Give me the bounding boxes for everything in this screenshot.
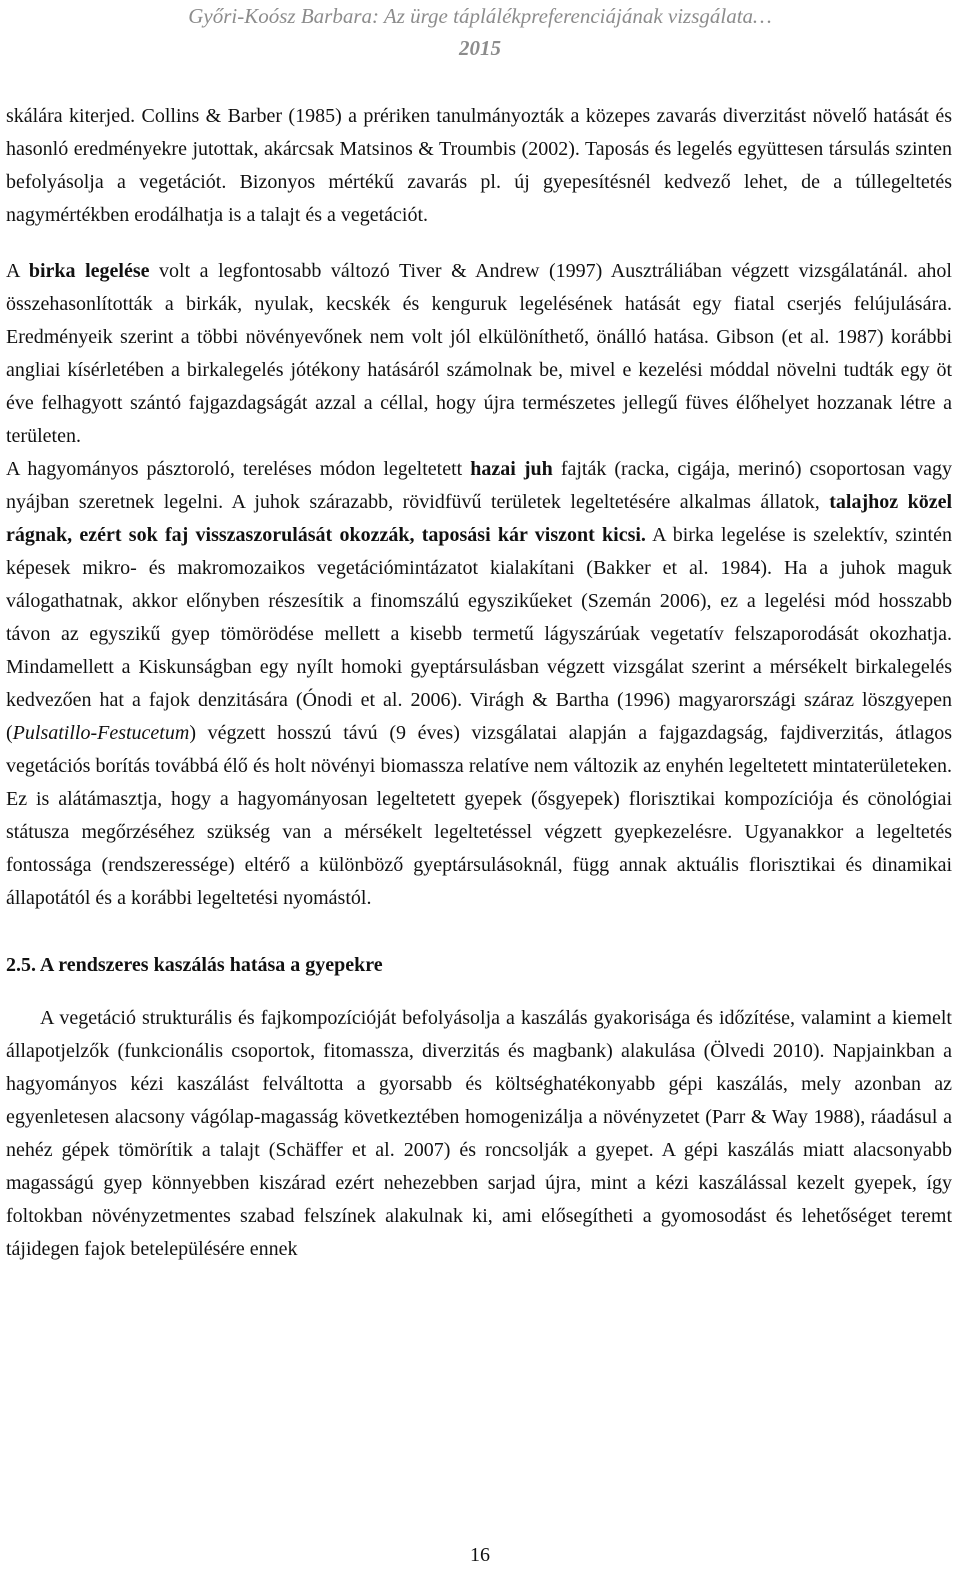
running-title: Győri-Koósz Barbara: Az ürge táplálékpreferenciájának vizsgálata… — [188, 4, 772, 28]
section-paragraph-1: A vegetáció strukturális és fajkompozícióját befolyásolja a kaszálás gyakorisága és időzítése, valamint a kiemelt állapotjelzők (funkcionális csoportok, fitomassza, diverzitás és magbank) alakulása (Ölvedi 2010). Napjainkban a hagyományos kézi kaszálást felváltotta a gyorsabb és költséghatékonyabb gépi kaszálás, mely azonban az egyenletesen alacsony vágólap-magasság következtében homogenizálja a növényzetet (Parr & Way 1988), ráadásul a nehéz gépek tömörítik a talajt (Schäffer et al. 2007) és roncsolják a gyepet. A gépi kaszálás miatt alacsonyabb magasságú gyep könnyebben kiszárad ezért nehezebben sarjad újra, mint a kézi kaszálással kezelt gyepek, így foltokban növényzetmentes szabad felszínek alakulnak ki, ami elősegítheti a gyomosodást és lehetőséget teremt tájidegen fajok betelepülésére ennek — [6, 1007, 952, 1260]
bold-run: hazai juh — [470, 458, 553, 480]
bold-run: talajhoz közel rágnak, ezért sok faj visszaszorulását okozzák, taposási kár viszont kicsi. — [6, 491, 953, 546]
paragraph-1: skálára kiterjed. Collins & Barber (1985) a prériken tanulmányozták a közepes zavarás diverzitást növelő hatását és hasonló eredményekre jutottak, akárcsak Matsinos & Troumbis (2002). Taposás és legelés együttesen társulás szinten befolyásolja a vegetációt. Bizonyos mértékű zavarás pl. új gyepesítésnél kedvező lehet, de a túllegeltetés nagymértékben erodálhatja is a talajt és a vegetációt. — [6, 105, 952, 226]
paragraph-3 — [6, 453, 952, 915]
text-run: A birka legelése is szelektív, szintén képesek mikro- és makromozaikos vegetációmintázatot kialakítani (Bakker et al. 1984). Ha a juhok maguk válogathatnak, akkor előnyben részesítik a finomszálú egyszikűeket (Szemán 2006), ez a legelési mód hosszabb távon az egyszikű gyep tömörödése mellett a kisebb termetű lágyszárúak vegetatív felszaporodását okozhatja. Mindamellett a Kiskunságban egy nyílt homoki gyeptársulásban végzett vizsgálat szerint a mérsékelt birkalegelés kedvezően hat a fajok denzitására (Ónodi et al. 2006). Virágh & Bartha (1996) magyarországi száraz löszgyepen ( — [6, 524, 952, 744]
text-run: volt a legfontosabb változó Tiver & Andrew (1997) Ausztráliában végzett vizsgálatánál. ahol összehasonlították a birkák, nyulak, kecskék és kenguruk legelésének hatását egy fiatal cserjés felújulására. Eredményeik szerint a többi növényevőnek nem volt jól elkülöníthető, önálló hatása. Gibson (et al. 1987) korábbi angliai kísérletében a birkalegelés jótékony hatásáról számolnak be, mivel e kezelési móddal növelni tudták egy öt éve felhagyott szántó fajgazdagságát azzal a céllal, hogy újra természetes jellegű füves élőhelyet hozzanak létre a területen. — [6, 260, 952, 447]
italic-run: Pulsatillo-Festucetum — [12, 722, 190, 744]
page-body — [6, 100, 952, 1266]
header-year: 2015 — [459, 36, 501, 60]
page-number: 16 — [470, 1544, 490, 1566]
section-spacer — [6, 915, 952, 949]
text-run: ) végzett hosszú távú (9 éves) vizsgálatai alapján a fajgazdagság, fajdiverzitás, átlagos vegetációs borítás továbbá élő és holt növényi biomassza relatíve nem változik az enyhén legeltetett mintaterületeken. Ez is alátámasztja, hogy a hagyományosan legeltetett gyepek (ősgyepek) florisztikai kompozíciója és cönológiai státusza megőrzéséhez szükség van a mérsékelt legeltetéssel végzett gyepkezelésre. Ugyanakkor a legeltetés fontossága (rendszeressége) eltérő a különböző gyeptársulásoknál, függ annak aktuális florisztikai és dinamikai állapotától és a korábbi legeltetési nyomástól. — [6, 722, 952, 909]
paragraph-spacer — [6, 232, 952, 255]
text-run: A hagyományos pásztoroló, tereléses módon legeltetett — [6, 458, 471, 480]
section-heading: 2.5. A rendszeres kaszálás hatása a gyepekre — [6, 954, 383, 976]
text-run: fajták (racka, cigája, merinó) csoportosan vagy nyájban szeretnek legelni. A juhok szárazabb, rövidfüvű területek legeltetésére alkalmas állatok, — [6, 458, 952, 513]
paragraph-2 — [6, 255, 952, 453]
bold-run: birka legelése — [28, 260, 150, 282]
text-run: A — [6, 260, 29, 282]
heading-spacer — [6, 982, 952, 1002]
running-header — [0, 0, 960, 64]
